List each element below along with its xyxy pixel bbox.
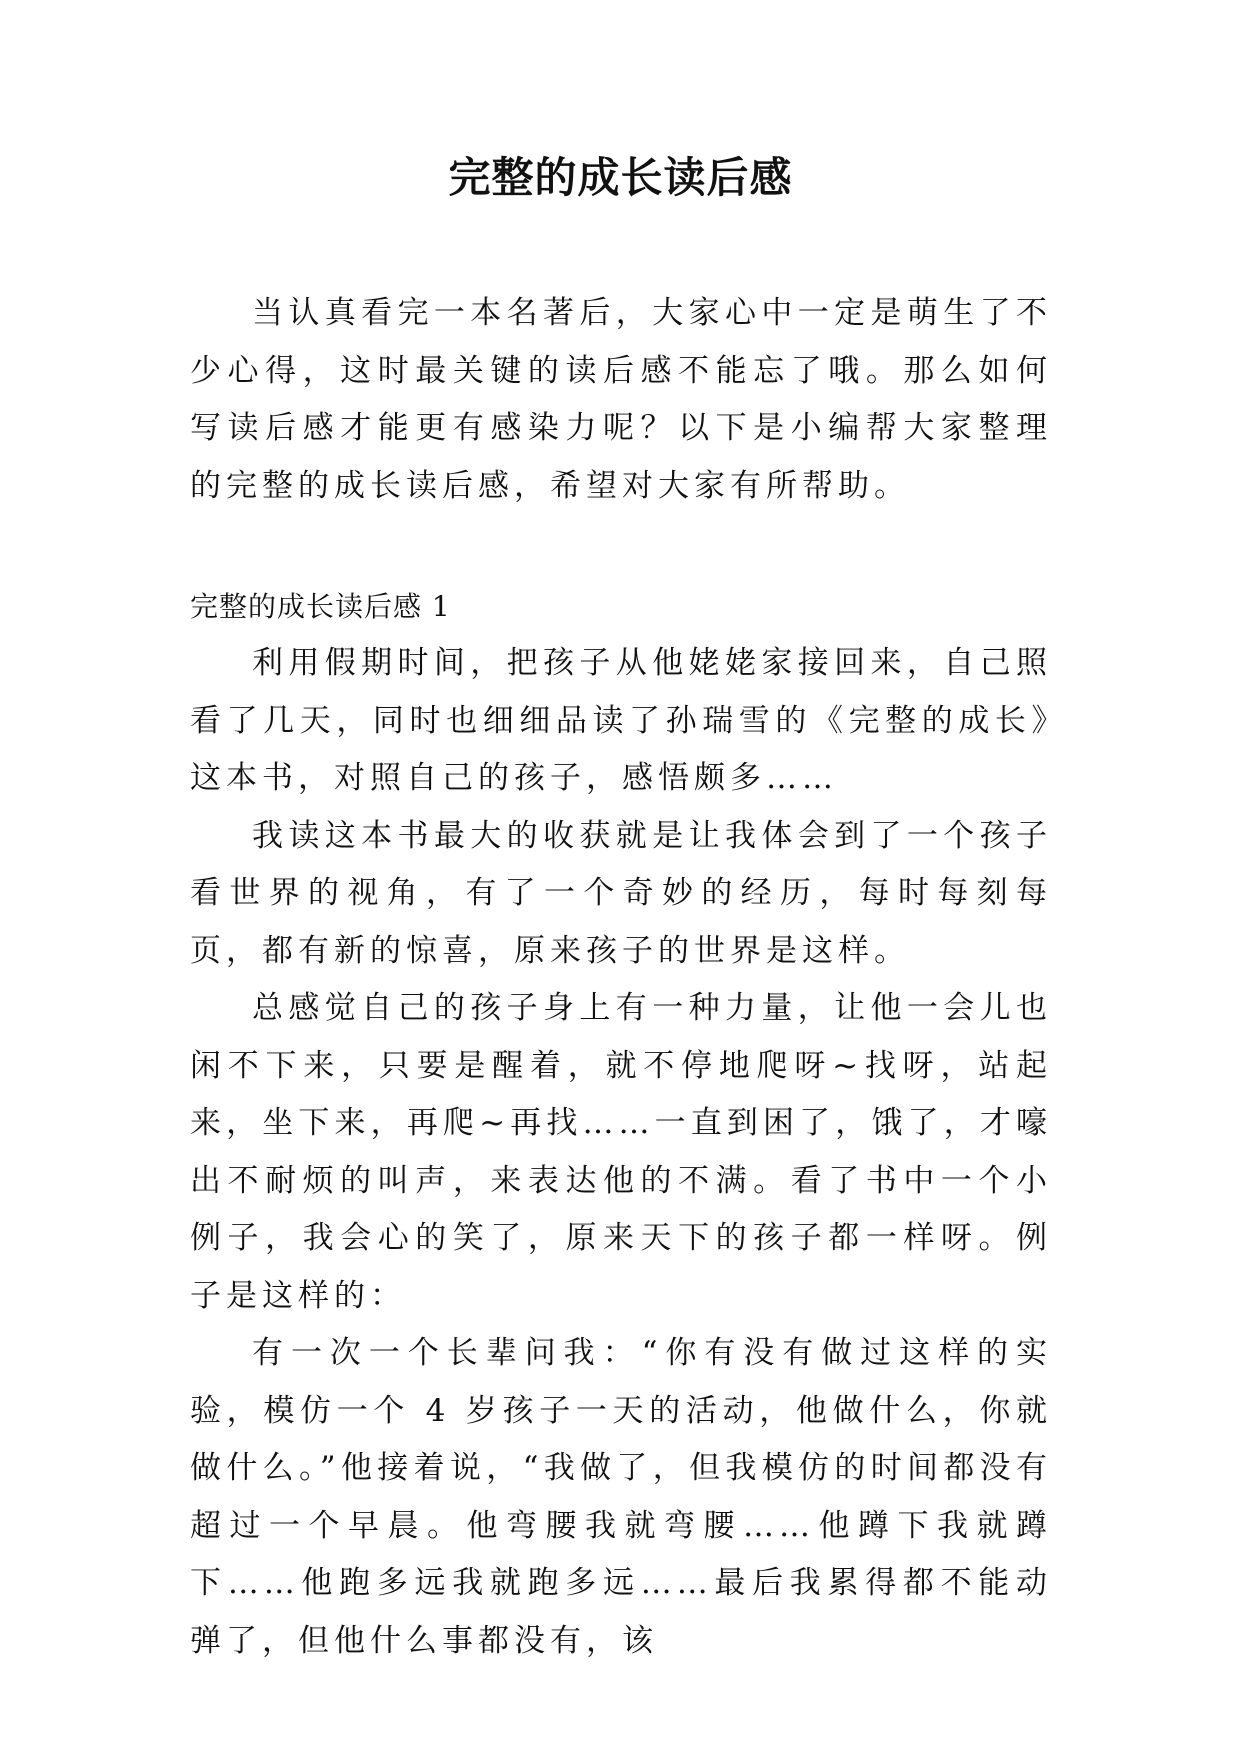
section-heading: 完整的成长读后感 1 <box>190 590 451 623</box>
intro-block <box>190 285 1052 515</box>
body-paragraph: 有一次一个长辈问我：“你有没有做过这样的实验，模仿一个 4 岁孩子一天的活动，他做什么，你就做什么。”他接着说，“我做了，但我模仿的时间都没有超过一个早晨。他弯腰我就弯腰……他蹲下我就蹲下……他跑多远我就跑多远……最后我累得都不能动弹了，但他什么事都没有，该 <box>190 1335 1052 1659</box>
intro-paragraph: 当认真看完一本名著后，大家心中一定是萌生了不少心得，这时最关键的读后感不能忘了哦。那么如何写读后感才能更有感染力呢？以下是小编帮大家整理的完整的成长读后感，希望对大家有所帮助。 <box>190 295 1052 504</box>
section-1 <box>190 578 1052 1670</box>
body-paragraph: 我读这本书最大的收获就是让我体会到了一个孩子看世界的视角，有了一个奇妙的经历，每时每刻每页，都有新的惊喜，原来孩子的世界是这样。 <box>190 817 1052 969</box>
body-paragraph: 总感觉自己的孩子身上有一种力量，让他一会儿也闲不下来，只要是醒着，就不停地爬呀~找呀，站起来，坐下来，再爬~再找……一直到困了，饿了，才嚎出不耐烦的叫声，来表达他的不满。看了书中一个小例子，我会心的笑了，原来天下的孩子都一样呀。例子是这样的： <box>190 990 1052 1314</box>
body-paragraph: 利用假期时间，把孩子从他姥姥家接回来，自己照看了几天，同时也细细品读了孙瑞雪的《完整的成长》这本书，对照自己的孩子，感悟颇多…… <box>190 645 1052 796</box>
document-title: 完整的成长读后感 <box>448 153 793 202</box>
